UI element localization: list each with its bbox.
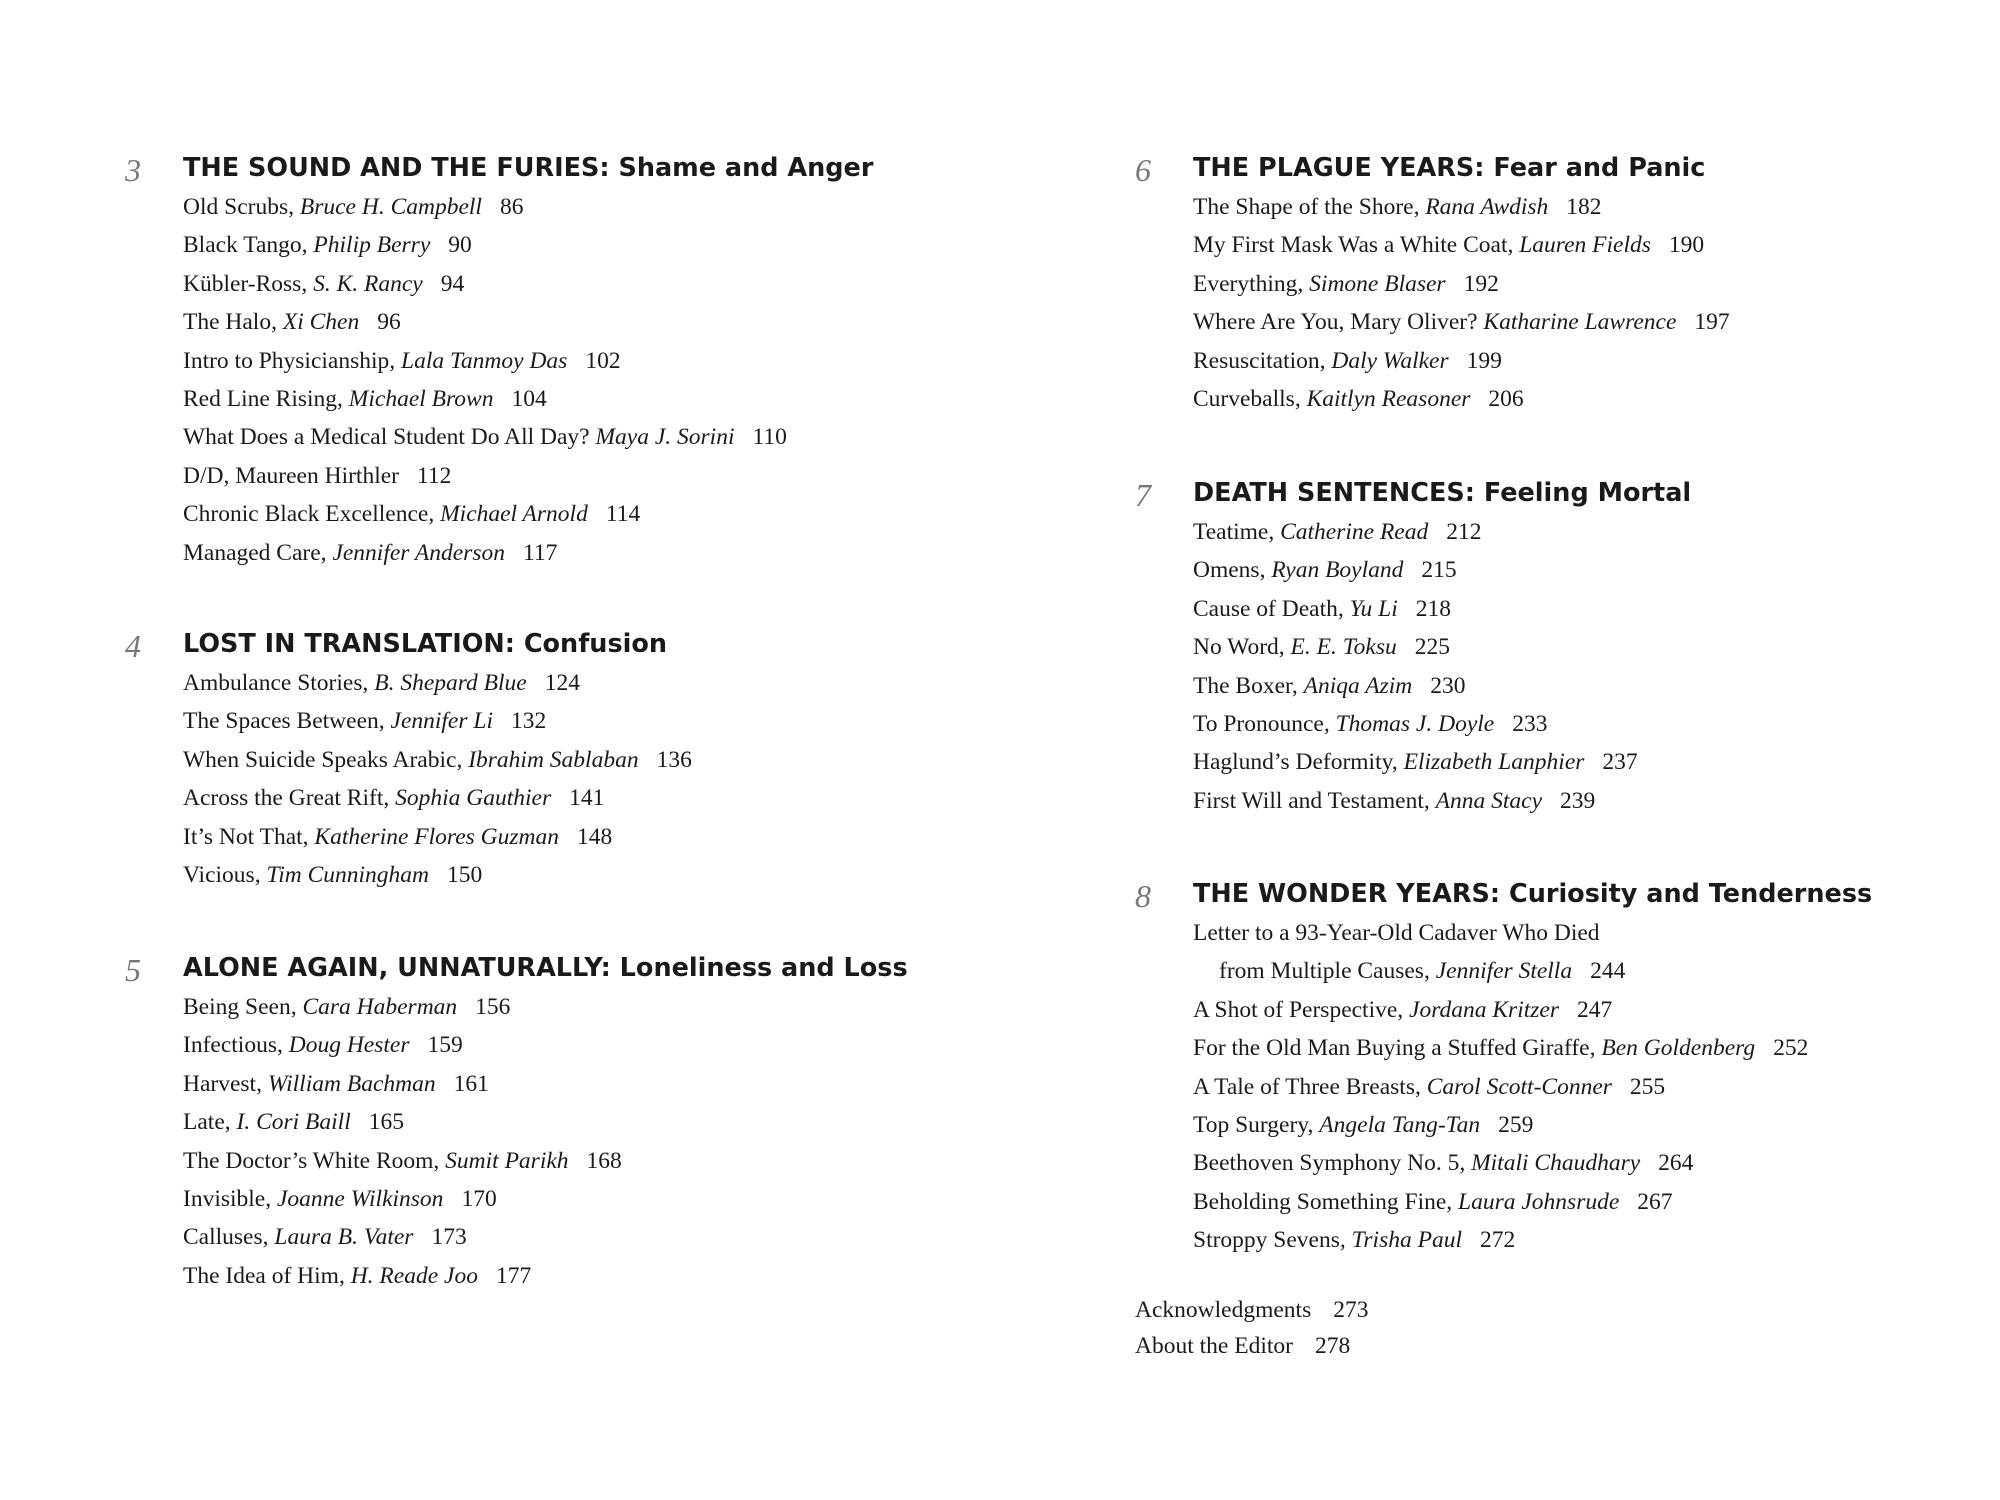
entry-title: from Multiple Causes, bbox=[1219, 958, 1436, 985]
entry-title: Cause of Death, bbox=[1193, 595, 1350, 622]
entry-page: 150 bbox=[447, 861, 483, 888]
entry-author: Jennifer Stella bbox=[1435, 958, 1573, 985]
entry-title: Haglund’s Deformity, bbox=[1193, 749, 1404, 776]
entry-title: What Does a Medical Student Do All Day? bbox=[183, 424, 596, 451]
entry-page: 225 bbox=[1414, 634, 1450, 661]
entry-page: 117 bbox=[522, 539, 558, 566]
toc-entry[interactable] bbox=[183, 818, 692, 856]
entry-title: Beholding Something Fine, bbox=[1193, 1188, 1459, 1215]
entry-title: D/D, Maureen Hirthler bbox=[183, 462, 399, 489]
toc-entry[interactable] bbox=[1193, 1144, 1808, 1182]
entry-author: Michael Arnold bbox=[440, 501, 588, 528]
section-title: THE SOUND AND THE FURIES: bbox=[183, 153, 610, 183]
entry-page: 218 bbox=[1415, 595, 1452, 622]
section-heading bbox=[1193, 876, 1872, 912]
section-number: 3 bbox=[125, 152, 141, 188]
entry-title: Letter to a 93-Year-Old Cadaver Who Died bbox=[1193, 920, 1600, 946]
entry-title: Resuscitation, bbox=[1193, 347, 1332, 374]
entry-page: 124 bbox=[544, 670, 580, 696]
entry-page: 278 bbox=[1314, 1333, 1351, 1359]
entry-page: 244 bbox=[1590, 958, 1626, 985]
entry-author: Jordana Kritzer bbox=[1409, 996, 1559, 1023]
toc-entry[interactable] bbox=[183, 1257, 622, 1295]
entry-title: Chronic Black Excellence, bbox=[183, 501, 441, 528]
toc-entry[interactable] bbox=[183, 664, 692, 702]
entry-title: Acknowledgments bbox=[1135, 1297, 1312, 1323]
entry-page: 159 bbox=[427, 1032, 463, 1059]
toc-entry[interactable] bbox=[183, 534, 787, 572]
entry-title: No Word, bbox=[1193, 634, 1291, 661]
toc-entry[interactable] bbox=[183, 303, 787, 341]
entry-author: Ben Goldenberg bbox=[1601, 1035, 1756, 1062]
entry-author: Daly Walker bbox=[1331, 347, 1449, 374]
entry-page: 90 bbox=[448, 232, 472, 259]
toc-entry[interactable] bbox=[183, 1142, 622, 1180]
entry-author: Tim Cunningham bbox=[266, 861, 430, 888]
entry-author: Anna Stacy bbox=[1435, 787, 1542, 814]
toc-entry[interactable] bbox=[183, 380, 787, 418]
toc-entry[interactable] bbox=[1193, 226, 1730, 264]
entry-author: I. Cori Baill bbox=[236, 1109, 351, 1136]
entry-title: For the Old Man Buying a Stuffed Giraffe, bbox=[1193, 1035, 1602, 1062]
entry-title: Curveballs, bbox=[1193, 385, 1307, 412]
entry-page: 96 bbox=[377, 309, 401, 336]
entry-title: Being Seen, bbox=[183, 994, 303, 1020]
toc-entry[interactable] bbox=[183, 265, 787, 303]
entry-title: A Shot of Perspective, bbox=[1193, 996, 1410, 1023]
entry-author: Trisha Paul bbox=[1351, 1227, 1462, 1254]
toc-entry[interactable] bbox=[1193, 667, 1638, 705]
entry-page: 170 bbox=[461, 1185, 497, 1212]
section-heading bbox=[1193, 475, 1691, 511]
toc-entry[interactable] bbox=[1193, 1029, 1808, 1067]
entry-author: Sumit Parikh bbox=[445, 1147, 569, 1174]
entry-author: Laura Johnsrude bbox=[1458, 1188, 1620, 1215]
entry-page: 168 bbox=[586, 1147, 622, 1174]
entry-author: Cara Haberman bbox=[302, 994, 458, 1020]
entry-author: Kaitlyn Reasoner bbox=[1306, 385, 1471, 412]
section-number: 7 bbox=[1135, 477, 1151, 513]
entry-title: Stroppy Sevens, bbox=[1193, 1227, 1352, 1254]
entry-title: First Will and Testament, bbox=[1193, 787, 1436, 814]
entry-title: Across the Great Rift, bbox=[183, 785, 396, 812]
entry-title: The Halo, bbox=[183, 309, 283, 336]
entry-page: 182 bbox=[1566, 194, 1602, 220]
entry-page: 156 bbox=[475, 994, 511, 1020]
toc-entry[interactable] bbox=[183, 779, 692, 817]
toc-entry[interactable] bbox=[1193, 513, 1638, 551]
entry-author: Jennifer Anderson bbox=[332, 539, 505, 566]
entry-page: 114 bbox=[605, 501, 641, 528]
toc-entry[interactable] bbox=[183, 457, 787, 495]
entry-author: Mitali Chaudhary bbox=[1471, 1150, 1641, 1177]
entry-title: It’s Not That, bbox=[183, 823, 315, 850]
toc-entry[interactable] bbox=[1193, 590, 1638, 628]
section-heading bbox=[183, 626, 667, 662]
entry-page: 230 bbox=[1430, 672, 1466, 699]
entry-title: Intro to Physicianship, bbox=[183, 347, 402, 374]
toc-entry[interactable] bbox=[1193, 782, 1638, 820]
entry-title: Old Scrubs, bbox=[183, 194, 300, 220]
entry-page: 141 bbox=[569, 785, 605, 812]
section-subtitle: Curiosity and Tenderness bbox=[1509, 879, 1873, 909]
entry-page: 206 bbox=[1488, 385, 1524, 412]
entry-author: Laura B. Vater bbox=[274, 1224, 414, 1251]
section-title: THE PLAGUE YEARS: bbox=[1193, 153, 1485, 183]
entry-page: 136 bbox=[656, 746, 692, 773]
entry-page: 259 bbox=[1498, 1111, 1534, 1138]
section-title: ALONE AGAIN, UNNATURALLY: bbox=[183, 953, 611, 983]
entry-author: Lala Tanmoy Das bbox=[401, 347, 568, 374]
entry-author: H. Reade Joo bbox=[350, 1262, 478, 1289]
entry-author: E. E. Toksu bbox=[1290, 634, 1397, 661]
entry-page: 255 bbox=[1629, 1073, 1666, 1100]
section-heading bbox=[1193, 150, 1705, 186]
entry-title: Ambulance Stories, bbox=[183, 670, 375, 696]
toc-entry[interactable] bbox=[1193, 188, 1730, 226]
entry-page: 264 bbox=[1658, 1150, 1694, 1177]
entry-list bbox=[183, 988, 622, 1295]
section-title: LOST IN TRANSLATION: bbox=[183, 629, 515, 659]
entry-page: 199 bbox=[1466, 347, 1502, 374]
section-subtitle: Feeling Mortal bbox=[1483, 478, 1692, 508]
section-heading bbox=[183, 150, 873, 186]
entry-author: Ibrahim Sablaban bbox=[468, 746, 639, 773]
toc-entry[interactable] bbox=[183, 342, 787, 380]
toc-entry[interactable] bbox=[183, 226, 787, 264]
entry-title: Kübler-Ross, bbox=[183, 270, 314, 297]
entry-title: Infectious, bbox=[183, 1032, 289, 1059]
entry-title: A Tale of Three Breasts, bbox=[1193, 1073, 1427, 1100]
entry-author: Xi Chen bbox=[282, 309, 360, 336]
entry-title: The Spaces Between, bbox=[183, 708, 391, 735]
toc-entry[interactable] bbox=[183, 1065, 622, 1103]
entry-title: Vicious, bbox=[183, 861, 267, 888]
entry-list bbox=[1193, 513, 1638, 820]
entry-author: Katherine Flores Guzman bbox=[314, 823, 559, 850]
entry-title: The Doctor’s White Room, bbox=[183, 1147, 446, 1174]
section-subtitle: Loneliness and Loss bbox=[619, 953, 908, 983]
entry-author: Rana Awdish bbox=[1425, 194, 1549, 220]
toc-entry[interactable] bbox=[183, 495, 787, 533]
entry-title: Managed Care, bbox=[183, 539, 333, 566]
entry-author: Ryan Boyland bbox=[1271, 557, 1404, 584]
toc-entry[interactable] bbox=[183, 418, 787, 456]
entry-title: Omens, bbox=[1193, 557, 1272, 584]
entry-author: Maya J. Sorini bbox=[595, 424, 735, 451]
toc-entry[interactable] bbox=[1193, 1106, 1808, 1144]
toc-entry[interactable] bbox=[1193, 914, 1808, 952]
entry-author: Philip Berry bbox=[313, 232, 431, 259]
back-matter-acknowledgments[interactable] bbox=[1135, 1292, 1368, 1328]
section-heading bbox=[183, 950, 908, 986]
entry-title: Late, bbox=[183, 1109, 237, 1136]
entry-title: When Suicide Speaks Arabic, bbox=[183, 746, 469, 773]
toc-entry[interactable] bbox=[183, 188, 787, 226]
entry-title: The Boxer, bbox=[1193, 672, 1304, 699]
entry-page: 110 bbox=[752, 424, 787, 451]
section-number: 6 bbox=[1135, 152, 1151, 188]
entry-page: 190 bbox=[1668, 232, 1705, 259]
toc-entry[interactable] bbox=[183, 1103, 622, 1141]
toc-entry[interactable] bbox=[1193, 705, 1638, 743]
toc-entry[interactable] bbox=[183, 702, 692, 740]
entry-page: 86 bbox=[499, 194, 524, 220]
entry-title: Teatime, bbox=[1193, 519, 1281, 545]
section-title: THE WONDER YEARS: bbox=[1193, 879, 1501, 909]
entry-author: Angela Tang-Tan bbox=[1319, 1111, 1481, 1138]
entry-page: 215 bbox=[1421, 557, 1457, 584]
toc-entry[interactable] bbox=[1193, 743, 1638, 781]
entry-page: 132 bbox=[510, 708, 547, 735]
entry-author: Doug Hester bbox=[288, 1032, 410, 1059]
section-number: 5 bbox=[125, 952, 141, 988]
entry-page: 94 bbox=[440, 270, 465, 297]
entry-page: 192 bbox=[1463, 270, 1499, 297]
section-subtitle: Confusion bbox=[523, 629, 668, 659]
entry-page: 177 bbox=[495, 1262, 532, 1289]
entry-author: Joanne Wilkinson bbox=[277, 1185, 444, 1212]
entry-title: Beethoven Symphony No. 5, bbox=[1193, 1150, 1472, 1177]
entry-author: Simone Blaser bbox=[1309, 270, 1446, 297]
entry-page: 102 bbox=[585, 347, 621, 374]
toc-entry[interactable] bbox=[183, 1026, 622, 1064]
entry-list bbox=[183, 664, 692, 894]
toc-entry[interactable] bbox=[183, 1180, 622, 1218]
entry-page: 273 bbox=[1333, 1297, 1369, 1323]
entry-author: Sophia Gauthier bbox=[395, 785, 552, 812]
entry-page: 148 bbox=[576, 823, 613, 850]
entry-author: Thomas J. Doyle bbox=[1335, 710, 1495, 737]
entry-title: The Idea of Him, bbox=[183, 1262, 351, 1289]
toc-entry[interactable] bbox=[1193, 303, 1730, 341]
entry-author: Catherine Read bbox=[1280, 519, 1429, 545]
entry-author: William Bachman bbox=[267, 1070, 436, 1097]
entry-author: Elizabeth Lanphier bbox=[1403, 749, 1585, 776]
back-matter bbox=[1135, 1292, 1368, 1364]
entry-author: Yu Li bbox=[1349, 595, 1398, 622]
entry-page: 112 bbox=[417, 462, 452, 489]
toc-entry-continuation[interactable] bbox=[1193, 952, 1808, 990]
entry-page: 104 bbox=[511, 385, 547, 412]
entry-list bbox=[1193, 188, 1730, 418]
entry-title: About the Editor bbox=[1135, 1333, 1293, 1359]
entry-page: 272 bbox=[1479, 1227, 1516, 1254]
section-number: 4 bbox=[125, 628, 141, 664]
entry-title: To Pronounce, bbox=[1193, 710, 1336, 737]
toc-entry[interactable] bbox=[1193, 342, 1730, 380]
section-title: DEATH SENTENCES: bbox=[1193, 478, 1475, 508]
section-subtitle: Shame and Anger bbox=[618, 153, 874, 183]
entry-author: Jennifer Li bbox=[390, 708, 493, 735]
entry-author: Bruce H. Campbell bbox=[299, 194, 482, 220]
entry-page: 267 bbox=[1637, 1188, 1673, 1215]
entry-page: 233 bbox=[1512, 710, 1548, 737]
entry-title: Top Surgery, bbox=[1193, 1111, 1320, 1138]
toc-entry[interactable] bbox=[183, 1218, 622, 1256]
entry-author: Aniqa Azim bbox=[1303, 672, 1413, 699]
entry-title: Where Are You, Mary Oliver? bbox=[1193, 309, 1484, 336]
entry-author: S. K. Rancy bbox=[313, 270, 423, 297]
entry-page: 212 bbox=[1446, 519, 1482, 545]
back-matter-about-editor[interactable] bbox=[1135, 1328, 1368, 1364]
entry-page: 197 bbox=[1694, 309, 1730, 336]
entry-title: Invisible, bbox=[183, 1185, 277, 1212]
entry-title: The Shape of the Shore, bbox=[1193, 194, 1426, 220]
entry-page: 239 bbox=[1560, 787, 1596, 814]
entry-author: Lauren Fields bbox=[1519, 232, 1651, 259]
toc-entry[interactable] bbox=[1193, 1221, 1808, 1259]
section-number: 8 bbox=[1135, 878, 1151, 914]
entry-title: Everything, bbox=[1193, 270, 1310, 297]
entry-page: 173 bbox=[431, 1224, 467, 1251]
toc-entry[interactable] bbox=[1193, 265, 1730, 303]
entry-page: 252 bbox=[1773, 1035, 1809, 1062]
entry-page: 247 bbox=[1576, 996, 1613, 1023]
entry-page: 161 bbox=[453, 1070, 489, 1097]
toc-entry[interactable] bbox=[1193, 1068, 1808, 1106]
toc-entry[interactable] bbox=[183, 856, 692, 894]
section-subtitle: Fear and Panic bbox=[1493, 153, 1706, 183]
entry-page: 165 bbox=[368, 1109, 404, 1136]
entry-author: B. Shepard Blue bbox=[374, 670, 527, 696]
toc-entry[interactable] bbox=[183, 988, 622, 1026]
entry-title: Harvest, bbox=[183, 1070, 268, 1097]
toc-entry[interactable] bbox=[1193, 551, 1638, 589]
entry-page: 237 bbox=[1602, 749, 1638, 776]
entry-list bbox=[1193, 914, 1808, 1260]
entry-author: Michael Brown bbox=[348, 385, 494, 412]
entry-title: Red Line Rising, bbox=[183, 385, 349, 412]
entry-title: My First Mask Was a White Coat, bbox=[1193, 232, 1520, 259]
toc-entry[interactable] bbox=[1193, 628, 1638, 666]
toc-entry[interactable] bbox=[1193, 991, 1808, 1029]
toc-entry[interactable] bbox=[183, 741, 692, 779]
entry-author: Katharine Lawrence bbox=[1483, 309, 1677, 336]
entry-title: Calluses, bbox=[183, 1224, 275, 1251]
toc-entry[interactable] bbox=[1193, 1183, 1808, 1221]
entry-author: Carol Scott-Conner bbox=[1426, 1073, 1612, 1100]
entry-list bbox=[183, 188, 787, 572]
toc-entry[interactable] bbox=[1193, 380, 1730, 418]
entry-title: Black Tango, bbox=[183, 232, 314, 259]
